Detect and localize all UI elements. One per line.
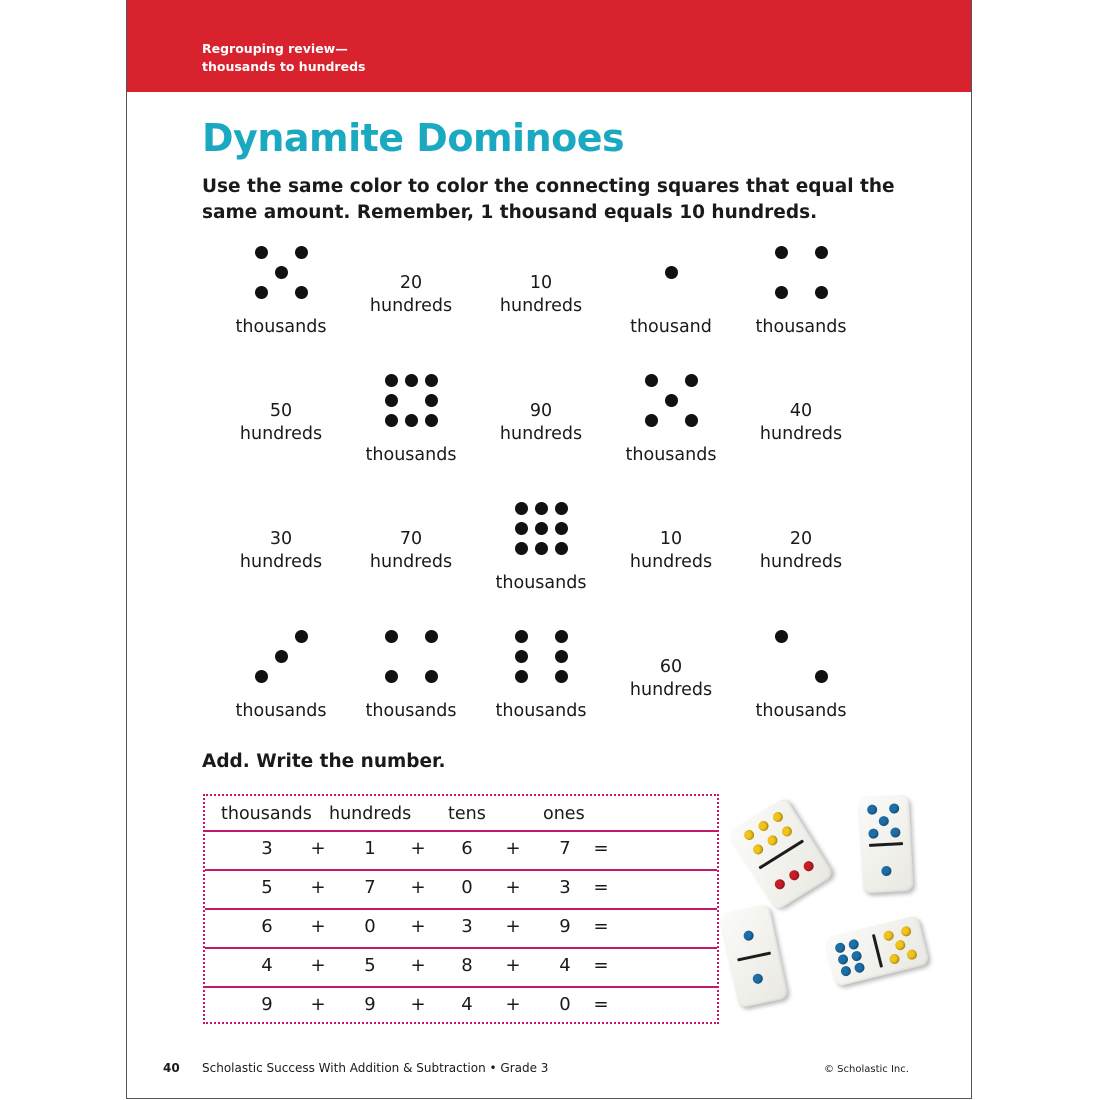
domino-square[interactable] (606, 496, 736, 606)
domino-tile (720, 904, 789, 1008)
row-divider (205, 947, 717, 949)
domino-pip (848, 938, 860, 950)
square-label: thousands (235, 701, 327, 721)
equals-sign: = (593, 916, 609, 937)
domino-dot (385, 394, 398, 407)
domino-dot (555, 542, 568, 555)
answer-blank[interactable] (625, 952, 713, 982)
domino-pip (890, 827, 901, 838)
domino-square[interactable] (346, 368, 476, 478)
domino-dot (425, 630, 438, 643)
square-word: hundreds (239, 424, 323, 444)
domino-square[interactable] (476, 624, 606, 734)
domino-dot (815, 246, 828, 259)
square-word: hundreds (759, 424, 843, 444)
domino-dot (685, 374, 698, 387)
domino-dot (645, 414, 658, 427)
domino-divider (737, 951, 771, 961)
digit-cell: 5 (364, 955, 376, 976)
banner-line-2: thousands to hundreds (202, 59, 366, 74)
domino-dot (255, 286, 268, 299)
domino-dot (515, 630, 528, 643)
domino-pip (787, 868, 801, 882)
plus-sign: + (310, 994, 326, 1015)
domino-dot (425, 394, 438, 407)
domino-square[interactable] (736, 624, 866, 734)
plus-sign: + (310, 916, 326, 937)
domino-dot (295, 286, 308, 299)
domino-dot (295, 630, 308, 643)
square-label: thousands (755, 701, 847, 721)
digit-cell: 4 (559, 955, 571, 976)
page-title: Dynamite Dominoes (202, 116, 625, 160)
square-label: thousands (495, 573, 587, 593)
domino-divider (872, 934, 883, 968)
digit-cell: 6 (461, 838, 473, 859)
domino-dot (275, 266, 288, 279)
domino-pip (883, 930, 895, 942)
square-number: 90 (529, 401, 553, 421)
domino-pip (889, 803, 900, 814)
domino-square[interactable] (476, 496, 606, 606)
domino-square[interactable] (216, 368, 346, 478)
square-number: 20 (399, 273, 423, 293)
addition-table (203, 794, 719, 1024)
domino-dot (775, 246, 788, 259)
digit-cell: 4 (461, 994, 473, 1015)
square-word: hundreds (629, 552, 713, 572)
square-number: 20 (789, 529, 813, 549)
column-header-hundreds: hundreds (329, 804, 412, 824)
domino-dot (555, 670, 568, 683)
domino-tile (824, 915, 929, 987)
domino-pip (840, 965, 852, 977)
digit-cell: 4 (261, 955, 273, 976)
domino-dot (555, 630, 568, 643)
domino-square[interactable] (736, 496, 866, 606)
square-number: 10 (529, 273, 553, 293)
domino-pip (757, 819, 771, 833)
square-word: hundreds (499, 296, 583, 316)
domino-dot (555, 522, 568, 535)
domino-square[interactable] (736, 368, 866, 478)
square-label: thousands (755, 317, 847, 337)
digit-cell: 9 (261, 994, 273, 1015)
domino-divider (869, 842, 903, 847)
domino-pip (851, 950, 863, 962)
square-number: 60 (659, 657, 683, 677)
square-word: hundreds (369, 296, 453, 316)
digit-cell: 0 (559, 994, 571, 1015)
domino-square[interactable] (606, 624, 736, 734)
answer-blank[interactable] (625, 874, 713, 904)
instructions-text: Use the same color to color the connecting squares that equal the same amount. Remember, 1 thousand equals 10 hundreds. (202, 176, 895, 223)
domino-pip (868, 828, 879, 839)
domino-dot (815, 286, 828, 299)
answer-blank[interactable] (625, 835, 713, 865)
plus-sign: + (310, 838, 326, 859)
domino-dot (515, 542, 528, 555)
domino-pip (879, 816, 890, 827)
domino-dot (645, 374, 658, 387)
digit-cell: 7 (364, 877, 376, 898)
domino-dot (405, 414, 418, 427)
domino-dot (515, 650, 528, 663)
square-word: hundreds (629, 680, 713, 700)
domino-divider (758, 839, 804, 869)
page-number: 40 (163, 1061, 180, 1075)
domino-pip (771, 810, 785, 824)
copyright: © Scholastic Inc. (824, 1064, 909, 1075)
square-number: 30 (269, 529, 293, 549)
digit-cell: 9 (559, 916, 571, 937)
domino-grid (216, 240, 866, 730)
domino-dot (515, 522, 528, 535)
domino-pip (766, 834, 780, 848)
equals-sign: = (593, 838, 609, 859)
domino-pip (906, 949, 918, 961)
domino-dot (385, 630, 398, 643)
answer-blank[interactable] (625, 913, 713, 943)
row-divider (205, 830, 717, 832)
domino-dot (425, 670, 438, 683)
plus-sign: + (410, 916, 426, 937)
column-header-thousands: thousands (221, 804, 312, 824)
book-title: Scholastic Success With Addition & Subtraction • Grade 3 (202, 1061, 549, 1075)
domino-pip (743, 930, 755, 942)
domino-dot (255, 670, 268, 683)
domino-square[interactable] (736, 240, 866, 350)
square-word: hundreds (499, 424, 583, 444)
digit-cell: 0 (364, 916, 376, 937)
domino-dot (535, 522, 548, 535)
domino-dot (425, 374, 438, 387)
square-label: thousands (625, 445, 717, 465)
square-label: thousands (495, 701, 587, 721)
square-word: hundreds (369, 552, 453, 572)
square-label: thousands (235, 317, 327, 337)
digit-cell: 0 (461, 877, 473, 898)
digit-cell: 5 (261, 877, 273, 898)
domino-pip (894, 939, 906, 951)
domino-square[interactable] (216, 240, 346, 350)
domino-pip (853, 962, 865, 974)
domino-square[interactable] (216, 624, 346, 734)
domino-square[interactable] (346, 624, 476, 734)
domino-pip (773, 877, 787, 891)
row-divider (205, 869, 717, 871)
square-number: 70 (399, 529, 423, 549)
domino-square[interactable] (346, 496, 476, 606)
domino-pip (834, 942, 846, 954)
domino-square[interactable] (476, 240, 606, 350)
square-label: thousand (630, 317, 712, 337)
square-number: 10 (659, 529, 683, 549)
digit-cell: 3 (559, 877, 571, 898)
domino-dot (685, 414, 698, 427)
plus-sign: + (310, 877, 326, 898)
header-banner (127, 0, 971, 92)
square-number: 40 (789, 401, 813, 421)
domino-pip (742, 828, 756, 842)
domino-pip (780, 825, 794, 839)
domino-dot (385, 414, 398, 427)
banner-text (202, 40, 365, 76)
domino-dot (775, 630, 788, 643)
digit-cell: 1 (364, 838, 376, 859)
column-header-ones: ones (543, 804, 585, 824)
domino-dot (515, 670, 528, 683)
digit-cell: 8 (461, 955, 473, 976)
answer-blank[interactable] (625, 991, 713, 1021)
square-label: thousands (365, 445, 457, 465)
square-word: hundreds (759, 552, 843, 572)
square-number: 50 (269, 401, 293, 421)
domino-dot (555, 650, 568, 663)
digit-cell: 9 (364, 994, 376, 1015)
domino-dot (295, 246, 308, 259)
column-header-tens: tens (448, 804, 486, 824)
domino-dot (385, 670, 398, 683)
domino-pip (888, 953, 900, 965)
plus-sign: + (410, 877, 426, 898)
digit-cell: 6 (261, 916, 273, 937)
equals-sign: = (593, 877, 609, 898)
domino-dot (255, 246, 268, 259)
domino-dot (535, 502, 548, 515)
domino-square[interactable] (606, 368, 736, 478)
domino-dot (815, 670, 828, 683)
domino-tile (728, 797, 834, 911)
domino-square[interactable] (476, 368, 606, 478)
add-heading: Add. Write the number. (202, 751, 446, 772)
domino-pip (900, 925, 912, 937)
domino-square[interactable] (346, 240, 476, 350)
digit-cell: 7 (559, 838, 571, 859)
domino-dot (665, 394, 678, 407)
square-word: hundreds (239, 552, 323, 572)
banner-line-1: Regrouping review— (202, 41, 348, 56)
domino-pip (881, 866, 892, 877)
plus-sign: + (410, 994, 426, 1015)
domino-dot (425, 414, 438, 427)
domino-pip (751, 843, 765, 857)
domino-pip (752, 973, 764, 985)
plus-sign: + (505, 916, 521, 937)
domino-square[interactable] (606, 240, 736, 350)
domino-pip (837, 953, 849, 965)
domino-dot (555, 502, 568, 515)
domino-dot (275, 650, 288, 663)
dominoes-photo (725, 790, 945, 1005)
domino-pip (802, 859, 816, 873)
row-divider (205, 986, 717, 988)
plus-sign: + (505, 994, 521, 1015)
domino-dot (535, 542, 548, 555)
domino-dot (515, 502, 528, 515)
domino-tile (859, 795, 914, 893)
plus-sign: + (310, 955, 326, 976)
square-label: thousands (365, 701, 457, 721)
plus-sign: + (505, 955, 521, 976)
plus-sign: + (410, 838, 426, 859)
domino-dot (405, 374, 418, 387)
domino-dot (665, 266, 678, 279)
plus-sign: + (410, 955, 426, 976)
equals-sign: = (593, 994, 609, 1015)
digit-cell: 3 (461, 916, 473, 937)
domino-dot (775, 286, 788, 299)
digit-cell: 3 (261, 838, 273, 859)
plus-sign: + (505, 838, 521, 859)
domino-square[interactable] (216, 496, 346, 606)
domino-pip (867, 804, 878, 815)
worksheet-page (126, 0, 972, 1099)
equals-sign: = (593, 955, 609, 976)
row-divider (205, 908, 717, 910)
domino-dot (385, 374, 398, 387)
plus-sign: + (505, 877, 521, 898)
